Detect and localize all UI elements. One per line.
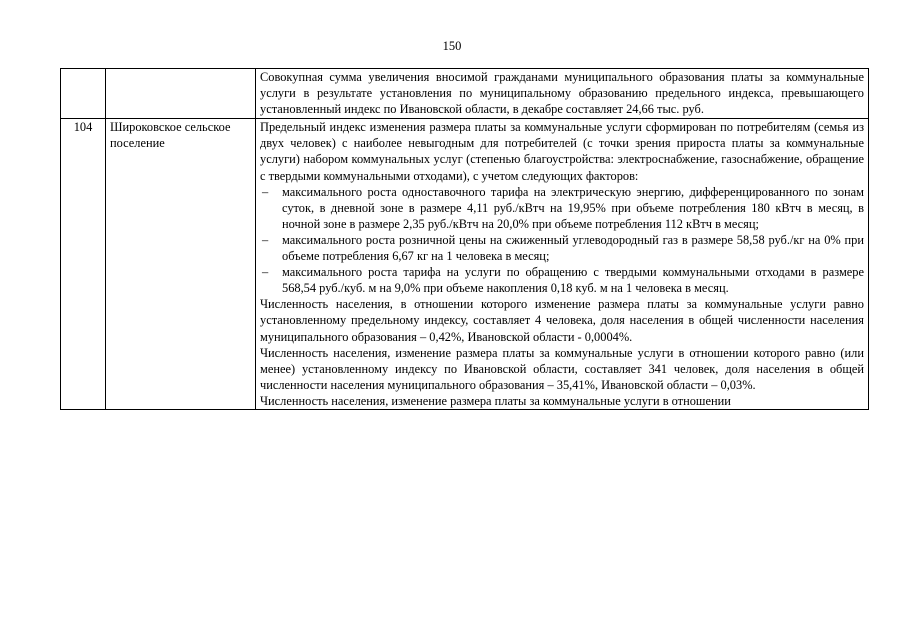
- factor-waste: максимального роста тарифа на услуги по обращению с твердыми коммунальными отходами в размере 568,54 руб./куб. м на 9,0% при объеме накопления 0,18 куб. м на 1 человека в месяц.: [282, 265, 864, 296]
- table-row: [61, 119, 869, 410]
- factor-gas: максимального роста розничной цены на сжиженный углеводородный газ в размере 58,58 руб./кг на 0% при объеме потребления 6,67 кг на 1 человека в месяц;: [282, 232, 864, 264]
- intro-paragraph: Предельный индекс изменения размера платы за коммунальные услуги сформирован по потребителям (семья из двух человек) с наиболее невыгодным для потребителей (с точки зрения прироста платы за коммунальные услуги) набором коммунальных услуг (степенью благоустройства: электроснабжение, газоснабжение, обращение с твердыми коммунальными отходами), с учетом следующих факторов:: [260, 120, 864, 183]
- municipality-name-cell: [106, 69, 256, 119]
- page-number: 150: [442, 39, 462, 53]
- population-below-regional-paragraph: Численность населения, изменение размера платы за коммунальные услуги в отношении которого равно (или менее) установленному индексу по Ивановской области, составляет 341 человек, доля населения в общей численности населения муниципального образования – 35,41%, Ивановской области – 0,03%.: [260, 345, 864, 392]
- total-increase-paragraph: Совокупная сумма увеличения вносимой гражданами муниципального образования платы за коммунальные услуги в результате установления по муниципальному образованию предельного индекса, превышающего установленный индекс по Ивановской области, в декабре составляет 24,66 тыс. руб.: [260, 70, 864, 117]
- list-item: [260, 184, 864, 232]
- population-continued-paragraph: Численность населения, изменение размера платы за коммунальные услуги в отношении: [260, 393, 731, 408]
- row-number-cell: [61, 69, 106, 119]
- list-item: [260, 232, 864, 264]
- description-cell: [256, 119, 869, 410]
- municipality-name-cell: Широковское сельское поселение: [106, 119, 256, 410]
- dash-marker: –: [262, 184, 269, 199]
- factors-list: [260, 184, 864, 297]
- dash-marker: –: [262, 265, 269, 280]
- row-number-cell: 104: [61, 119, 106, 410]
- population-at-limit-paragraph: Численность населения, в отношении которого изменение размера платы за коммунальные услуги равно установленному предельному индексу, составляет 4 человека, доля населения в общей численности населения муниципального образования – 0,42%, Ивановской области - 0,0004%.: [260, 297, 864, 344]
- list-item: [260, 264, 864, 296]
- municipal-index-table: [60, 68, 869, 410]
- description-cell: [256, 69, 869, 119]
- factor-electricity: максимального роста одноставочного тарифа на электрическую энергию, дифференцированного по зонам суток, в дневной зоне в размере 4,11 руб./кВтч на 19,95% при объеме потребления 180 кВтч в месяц, в ночной зоне в размере 2,35 руб./кВтч на 20,0% при объеме потребления 112 кВтч в месяц;: [282, 184, 864, 231]
- dash-marker: –: [262, 232, 269, 247]
- table-row: [61, 69, 869, 119]
